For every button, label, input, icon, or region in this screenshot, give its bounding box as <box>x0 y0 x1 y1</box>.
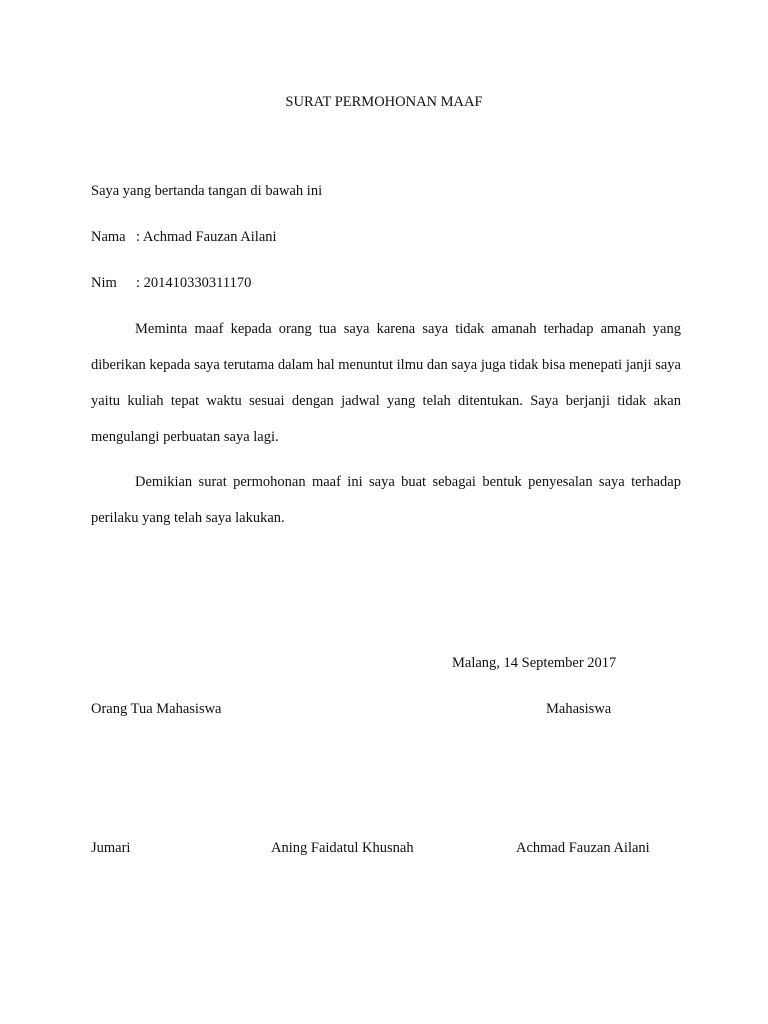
signature-heading-parents: Orang Tua Mahasiswa <box>91 701 222 717</box>
letter-title: SURAT PERMOHONAN MAAF <box>285 94 483 110</box>
body-paragraph-1: Meminta maaf kepada orang tua saya karena saya tidak amanah terhadap amanah yang diberikan kepada saya terutama dalam hal menuntut ilmu dan saya juga tidak bisa menepati janji saya yaitu kuliah tepat waktu sesuai dengan jadwal yang telah ditentukan. Saya berjanji tidak akan mengulangi perbuatan saya lagi. <box>91 321 681 445</box>
signature-name-father: Jumari <box>91 840 131 856</box>
signature-heading-student: Mahasiswa <box>546 701 612 717</box>
body-paragraph-2: Demikian surat permohonan maaf ini saya buat sebagai bentuk penyesalan saya terhadap perilaku yang telah saya lakukan. <box>91 474 681 526</box>
place-date: Malang, 14 September 2017 <box>452 655 617 671</box>
field-value: : Achmad Fauzan Ailani <box>136 229 277 245</box>
intro-line: Saya yang bertanda tangan di bawah ini <box>91 183 323 199</box>
field-label: Nama <box>91 229 126 245</box>
field-label: Nim <box>91 275 117 291</box>
field-nama <box>91 230 277 245</box>
signature-name-mother: Aning Faidatul Khusnah <box>271 840 414 856</box>
field-nim <box>91 276 251 291</box>
signature-name-student: Achmad Fauzan Ailani <box>516 840 650 856</box>
field-value: : 201410330311170 <box>136 275 252 291</box>
